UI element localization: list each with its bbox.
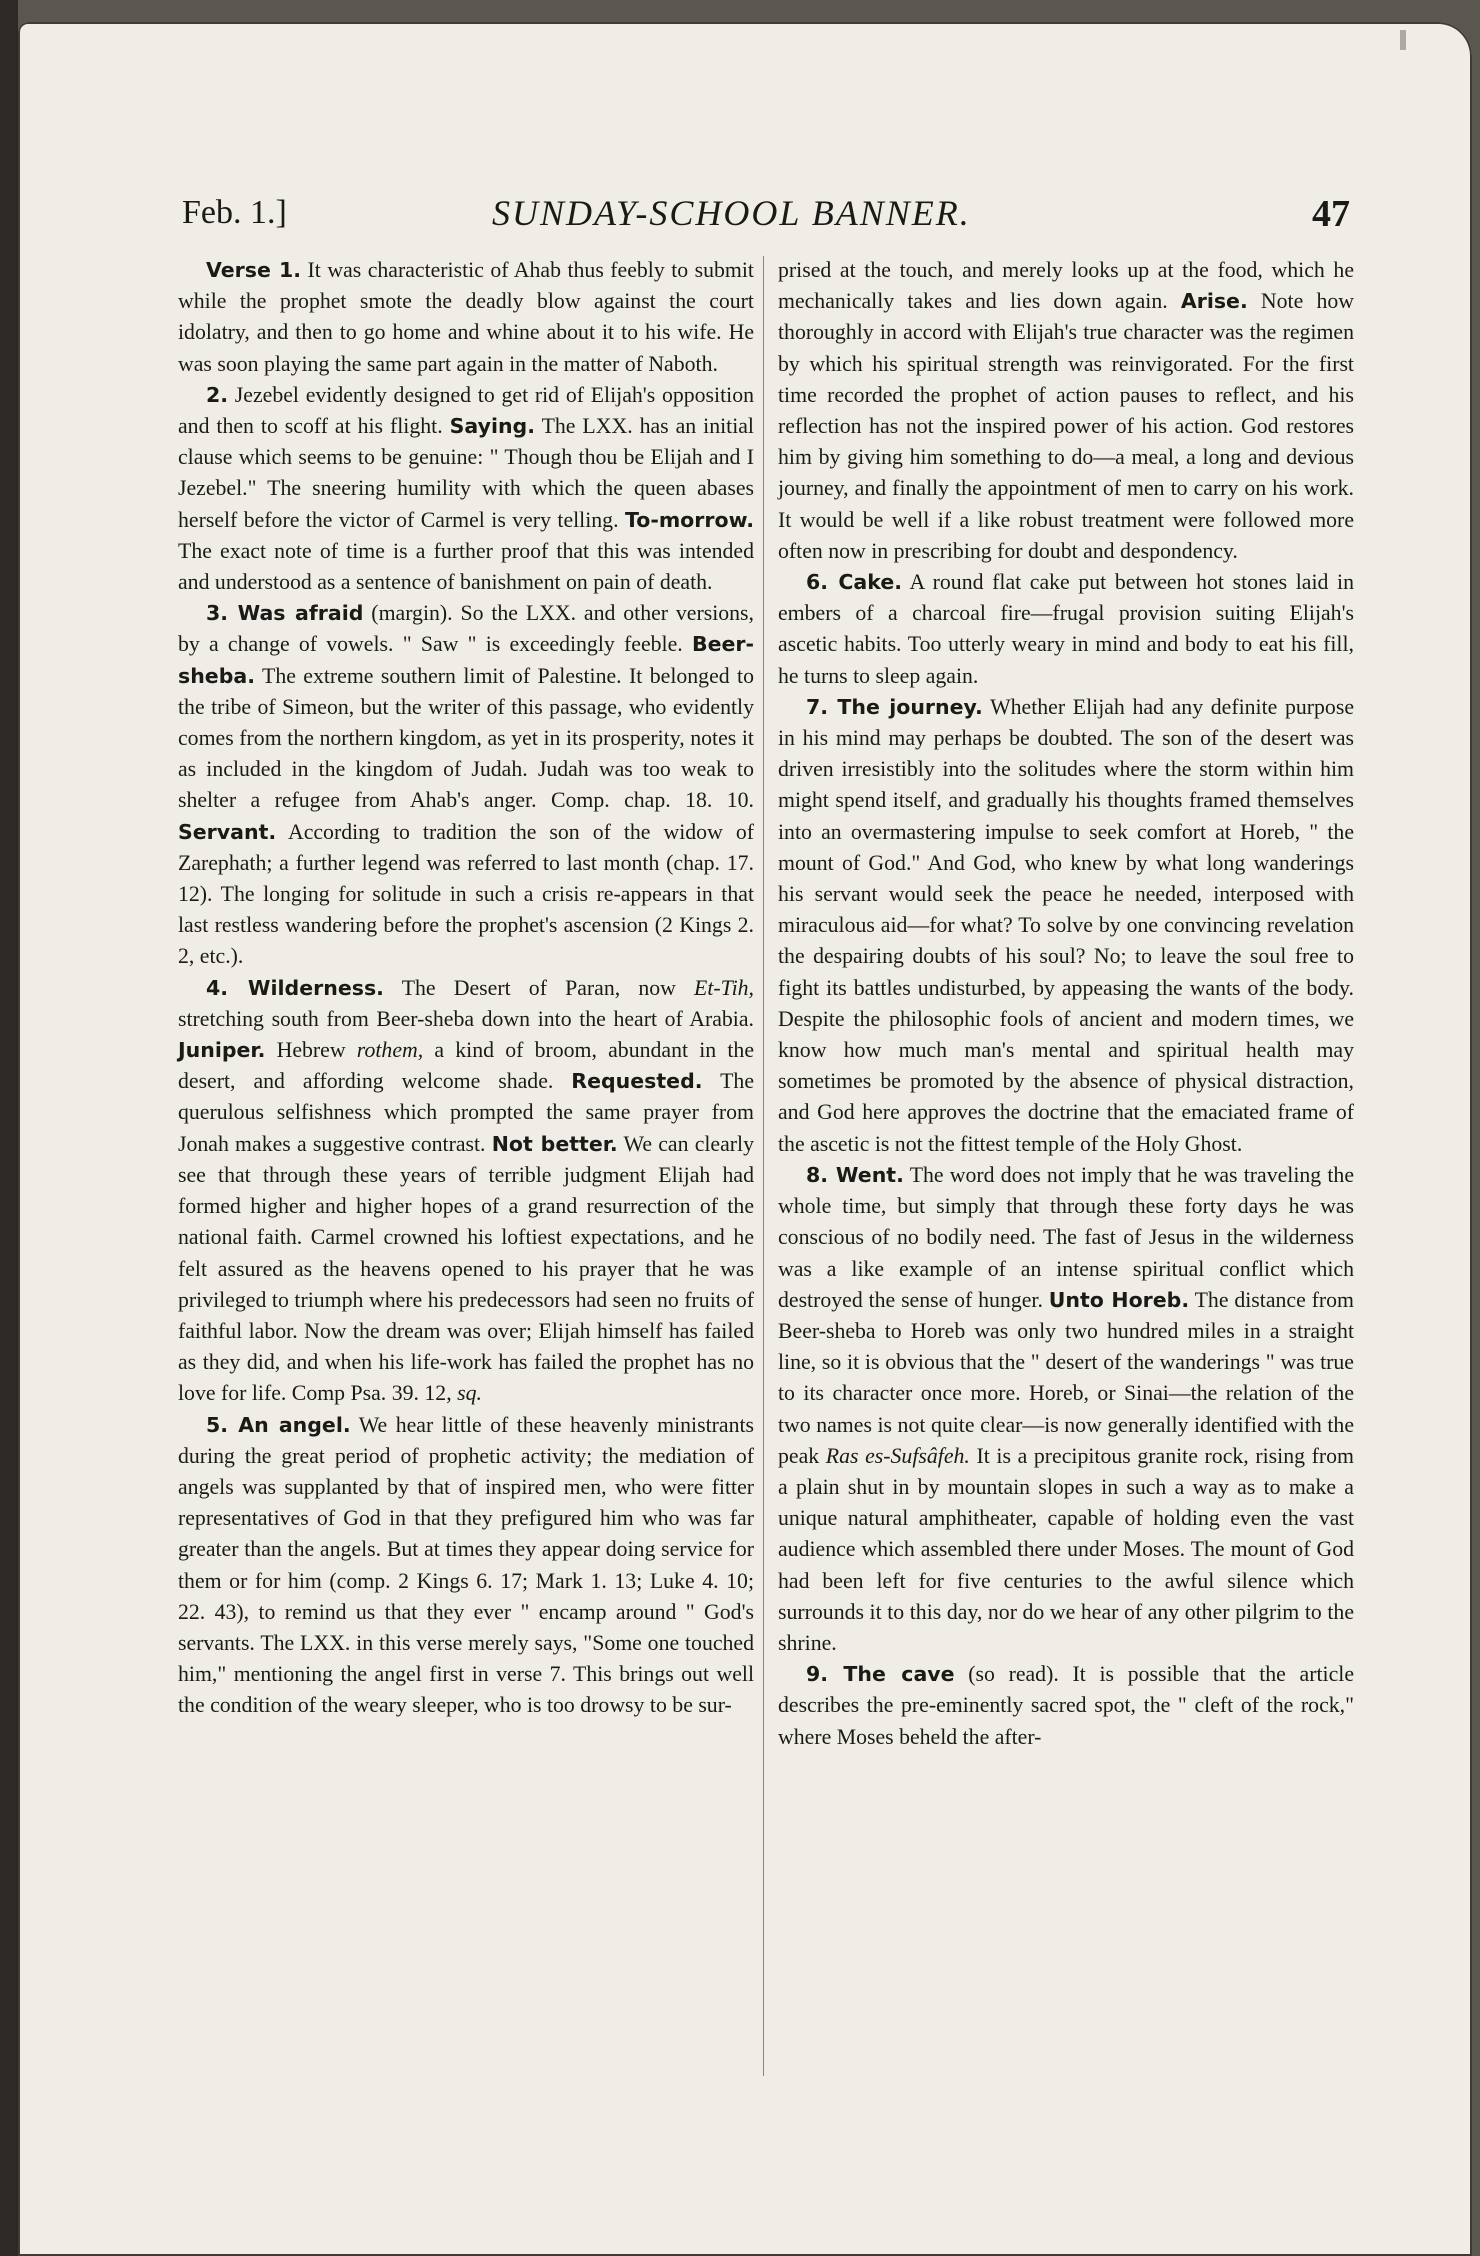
paragraph xyxy=(178,1410,754,1722)
header-date: Feb. 1.] xyxy=(182,194,287,231)
paragraph xyxy=(778,692,1354,1160)
body-text: The exact note of time is a further proof that this was intended and understood as a sentence of banishment on pain of death. xyxy=(178,538,754,595)
body-text: stretching south from Beer-sheba down into the heart of Arabia. xyxy=(178,1006,754,1031)
body-text: According to tradition the son of the widow of Zarephath; a further legend was referred to last month (chap. 17. 12). The longing for solitude in such a crisis re-appears in that last restless wandering before the prophet's ascension (2 Kings 2. 2, etc.). xyxy=(178,819,754,969)
body-text: The querulous selfishness which prompted the same prayer from Jonah makes a suggestive contrast. xyxy=(178,1069,754,1156)
right-column xyxy=(778,255,1354,1753)
page-number: 47 xyxy=(1312,193,1350,235)
body-text: It was characteristic of Ahab thus feebly to submit while the prophet smote the deadly blow against the court idolatry, and then to go home and whine about it to his wife. He was soon playing the same part again in the matter of Naboth. xyxy=(178,258,754,376)
body-text: The word does not imply that he was traveling the whole time, but simply that through these forty days he was conscious of no bodily need. The fast of Jesus in the wilderness was a like example of an intense spiritual conflict which destroyed the sense of hunger. xyxy=(778,1162,1354,1312)
body-text: prised at the touch, and merely looks up at the food, which he mechanically takes and lies down again. xyxy=(778,258,1354,314)
body-text: It is a precipitous granite rock, rising from a plain shut in by mountain slopes in such a way as to make a unique natural amphitheater, capable of holding even the vast audience which assembled there under Moses. The mount of God had been left for five centuries to the awful silence which surrounds it to this day, nor do we hear of any other pilgrim to the shrine. xyxy=(778,1443,1354,1655)
header-title: SUNDAY-SCHOOL BANNER. xyxy=(492,193,971,233)
italic-term: rothem, xyxy=(356,1038,424,1063)
verse-heading: 2. xyxy=(206,382,229,407)
verse-heading: 5. An angel. xyxy=(206,1412,351,1437)
italic-term: Et-Tih, xyxy=(694,975,754,1000)
verse-heading: Beer-sheba. xyxy=(178,632,754,688)
body-text: Jezebel evidently designed to get rid of Elijah's opposition and then to scoff at his flight. xyxy=(178,382,754,439)
verse-heading: Verse 1. xyxy=(206,258,302,282)
verse-heading: 3. Was afraid xyxy=(206,601,364,626)
body-text: A round flat cake put between hot stones laid in embers of a charcoal fire—frugal provision suiting Elijah's ascetic habits. Too utterly weary in mind and body to eat his fill, he turns to sleep again. xyxy=(778,570,1354,688)
paragraph xyxy=(778,1659,1354,1753)
verse-heading: Servant. xyxy=(178,819,277,844)
italic-term: sq. xyxy=(457,1381,482,1406)
body-text: The Desert of Paran, now xyxy=(383,975,695,1000)
verse-heading: 6. Cake. xyxy=(806,570,903,595)
verse-heading: 8. Went. xyxy=(806,1162,904,1187)
left-column xyxy=(178,255,754,1722)
paragraph xyxy=(778,1160,1354,1659)
body-text: The extreme southern limit of Palestine. It belonged to the tribe of Simeon, but the writer of this passage, who evidently comes from the northern kingdom, as yet in its prosperity, notes it as included in the kingdom of Judah. Judah was too weak to shelter a refugee from Ahab's anger. Comp. chap. 18. 10. xyxy=(178,663,754,813)
column-divider xyxy=(763,256,764,2076)
paragraph xyxy=(178,973,754,1410)
verse-heading: 7. The journey. xyxy=(806,694,983,719)
verse-heading: 9. The cave xyxy=(806,1662,955,1687)
body-text: a kind of broom, abundant in the desert, and affording welcome shade. xyxy=(178,1038,754,1094)
verse-heading: 4. Wilderness. xyxy=(206,975,384,1000)
verse-heading: Saying. xyxy=(449,414,536,439)
verse-heading: Arise. xyxy=(1180,289,1248,314)
italic-term: Ras es-Sufsâfeh. xyxy=(825,1443,970,1468)
paragraph xyxy=(178,598,754,972)
paragraph xyxy=(178,380,754,598)
page-edge-shadow xyxy=(0,0,18,2256)
paragraph xyxy=(778,255,1354,567)
body-text: We can clearly see that through these years of terrible judgment Elijah had formed higher and higher hopes of a grand resurrection of the national faith. Carmel crowned his loftiest expectations, and he felt assured as the heavens opened to his prayer that he was privileged to triumph where his predecessors had seen no fruits of faithful labor. Now the dream was over; Elijah himself has failed as they did, and when his life-work has failed the prophet has no love for life. Comp Psa. 39. 12, xyxy=(178,1131,754,1406)
paragraph xyxy=(178,255,754,380)
body-text: Note how thoroughly in accord with Elijah's true character was the regimen by which his spiritual strength was reinvigorated. For the first time recorded the prophet of action pauses to reflect, and his reflection has not the inspired power of his action. God restores him by giving him something to do—a meal, a long and devious journey, and finally the appointment of men to carry on his work. It would be well if a like robust treatment were followed more often now in prescribing for doubt and despondency. xyxy=(778,289,1355,563)
running-header xyxy=(182,188,1350,244)
verse-heading: Requested. xyxy=(571,1069,703,1094)
body-text: (so read). It is possible that the article describes the pre-eminently sacred spot, the " cleft of the rock," where Moses beheld the after- xyxy=(778,1662,1354,1749)
body-text: Whether Elijah had any definite purpose in his mind may perhaps be doubted. The son of the desert was driven irresistibly into the solitudes where the storm within him might spend itself, and gradually his thoughts framed themselves into an overmastering impulse to seek comfort at Horeb, " the mount of God." And God, who knew by what long wanderings his servant would seek the peace he needed, interposed with miraculous aid—for what? To solve by one convincing revelation the despairing doubts of his soul? No; to leave the soul free to fight its battles undisturbed, by appeasing the wants of the body. Despite the philosophic fools of ancient and modern times, we know how much man's mental and spiritual health may sometimes be promoted by the absence of physical distraction, and God here approves the doctrine that the emaciated frame of the ascetic is not the fittest temple of the Holy Ghost. xyxy=(778,694,1354,1156)
body-text: The LXX. has an initial clause which seems to be genuine: " Though thou be Elijah and I Jezebel." The sneering humility with which the queen abases herself before the victor of Carmel is very telling. xyxy=(178,414,754,532)
verse-heading: Not better. xyxy=(491,1131,618,1156)
body-text: (margin). So the LXX. and other versions, by a change of vowels. " Saw " is exceedingly feeble. xyxy=(178,601,754,657)
body-text: Hebrew xyxy=(265,1038,357,1063)
paragraph xyxy=(778,567,1354,692)
verse-heading: Juniper. xyxy=(178,1038,266,1063)
verse-heading: Unto Horeb. xyxy=(1048,1287,1190,1312)
body-text: The distance from Beer-sheba to Horeb was only two hundred miles in a straight line, so it is obvious that the " desert of the wanderings " was true to its character once more. Horeb, or Sinai—the relation of the two names is not quite clear—is now generally identified with the peak xyxy=(778,1287,1354,1468)
body-text: We hear little of these heavenly ministrants during the great period of prophetic activity; the mediation of angels was supplanted by that of inspired men, who were fitter representatives of God in that they prefigured him who was far greater than the angels. But at times they appear doing service for them or for him (comp. 2 Kings 6. 17; Mark 1. 13; Luke 4. 10; 22. 43), to remind us that they ever " encamp around " God's servants. The LXX. in this verse merely says, "Some one touched him," mentioning the angel first in verse 7. This brings out well the condition of the weary sleeper, who is too drowsy to be sur- xyxy=(178,1412,755,1718)
paper-mark xyxy=(1400,30,1406,50)
verse-heading: To-morrow. xyxy=(624,507,754,532)
